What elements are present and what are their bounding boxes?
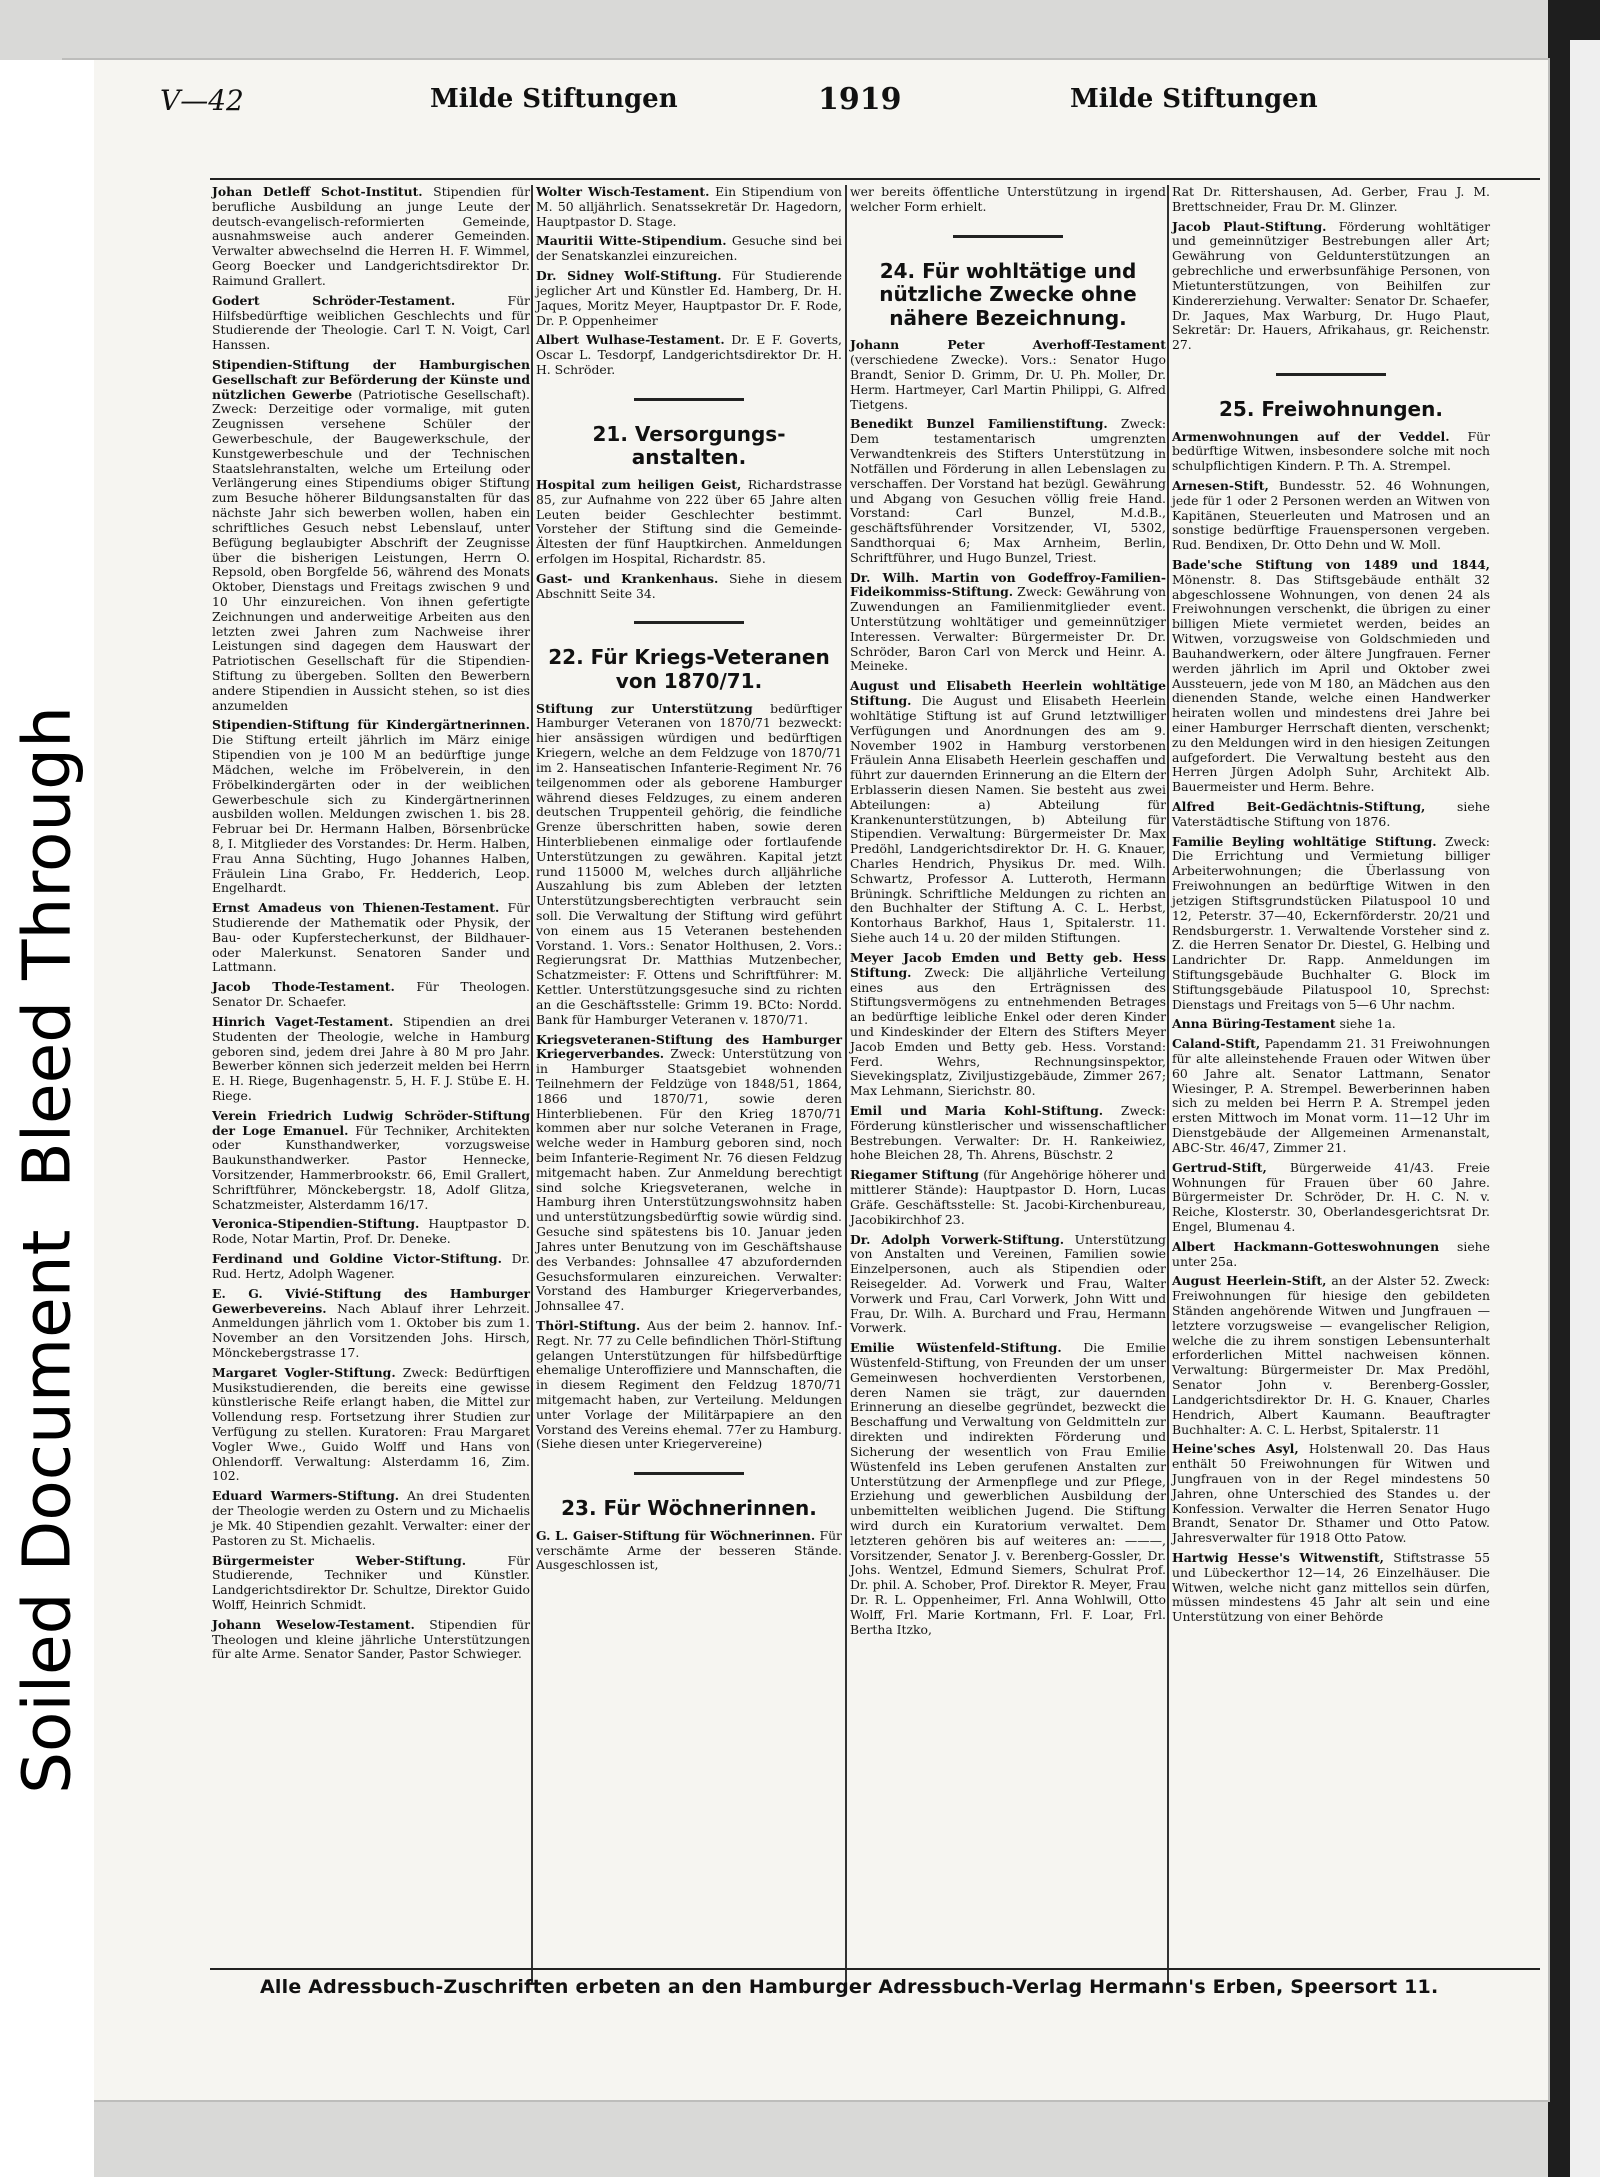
entry-name: Verein Friedrich Ludwig Schröder-Stiftung der Loge Emanuel.: [212, 1107, 530, 1138]
foundation-entry: [536, 185, 842, 229]
entry-name: Jacob Thode-Testament.: [212, 979, 395, 995]
foundation-entry: [850, 185, 1166, 215]
entry-text: siehe Vaterstädtische Stiftung von 1876.: [1172, 799, 1490, 829]
foundation-entry: [1172, 185, 1490, 215]
entry-name: Dr. Sidney Wolf-Stiftung.: [536, 268, 722, 284]
foundation-entry: [1172, 1274, 1490, 1437]
foundation-entry: [850, 679, 1166, 946]
entry-text: Gesuche sind bei der Senatskanzlei einzureichen.: [536, 233, 842, 264]
foundation-entry: [536, 1319, 842, 1452]
entry-name: August Heerlein-Stift,: [1172, 1273, 1327, 1289]
foundation-entry: [536, 333, 842, 377]
entry-text: Ein Stipendium von M. 50 alljährlich. Senatssekretär Dr. Hagedorn, Hauptpastor D. Stage.: [536, 184, 843, 229]
section-heading: 25. Freiwohnungen.: [1219, 396, 1443, 421]
entry-text: Für verschämte Arme der besseren Stände. Ausgeschlossen ist,: [536, 1527, 842, 1573]
foundation-entry: [536, 478, 842, 567]
entry-text: (verschiedene Zwecke). Vors.: Senator Hugo Brandt, Senior D. Grimm, Dr. U. Ph. Moller, Dr. Herm. Hartmeyer, Carl Martin Philippi, G. Alfred Tietgens.: [850, 352, 1166, 412]
entry-text: Die Emilie Wüstenfeld-Stiftung, von Freunden der um unser Gemeinwesen hochverdienten Verstorbenen, deren Namen sie trägt, zur dauernden Erinnerung an dieselbe gegründet, bezweckt die Beschaffung und Verwaltung von Geldmitteln zur direkten und indirekten Förderung und Sicherung der wesentlich von Frau Emilie Wüstenfeld ins Leben gerufenen Anstalten zur Unterstützung der Armenpflege und zur Pflege, Erziehung und gewerblichen Ausbildung der unbemittelten weiblichen Jugend. Die Stiftung wird durch ein Kuratorium verwaltet. Dem letzteren gehören bis auf weiteres an: ———, Vorsitzender, Senator J. v. Berenberg-Gossler, Dr. Johs. Wentzel, Edmund Siemers, Schulrat Prof. Dr. phil. A. Schober, Prof. Direktor R. Meyer, Frau Dr. R. L. Oppenheimer, Frl. Anna Wohlwill, Otto Wolff, Frl. Marie Kortmann, Frl. F. Loar, Frl. Bertha Itzko,: [850, 1340, 1166, 1637]
entry-text: Förderung wohltätiger und gemeinnütziger Bestrebungen aller Art; Gewährung von Geldunterstützungen an gebrechliche und erwerbsunfähige Personen, von Mietunterstützungen, von Beihilfen zur Kindererziehung. Verwalter: Senator Dr. Schaefer, Dr. Jaques, Max Warburg, Dr. Hugo Plaut, Sekretär: Dr. Hauers, Afrikahaus, gr. Reichenstr. 27.: [1172, 218, 1490, 353]
section-rule: [1276, 373, 1386, 376]
entry-text: bedürftiger Hamburger Veteranen von 1870/71 bezweckt: hier ansässigen würdigen und bedürftigen Kriegern, welche an dem Feldzuge von 1870/71 im 2. Hanseatischen Infanterie-Regiment Nr. 76 teilgenommen oder als geborene Hamburger während dieses Feldzuges, zu einem anderen deutschen Truppenteil gehörig, die feindliche Grenze überschritten haben, sowie deren Hinterbliebenen einmalige oder fortlaufende Unterstützungen zu gewähren. Kapital jetzt rund 115000 M, welches durch alljährliche Auszahlung bis zum Ableben der letzten Unterstützungsberechtigten verbraucht sein soll. Die Verwaltung der Stiftung wird geführt von einem aus 15 Veteranen bestehenden Vorstand. 1. Vors.: Senator Holthusen, 2. Vors.: Regierungsrat Dr. Matthias Mutzenbecher, Schatzmeister: F. Ottens und Schriftführer: M. Kettler. Unterstützungsgesuche sind zu richten an die Geschäftsstelle: Grimm 19. BCto: Nordd. Bank für Hamburger Veteranen v. 1870/71.: [536, 700, 842, 1027]
foundation-entry: [1172, 1037, 1490, 1156]
entry-name: Gertrud-Stift,: [1172, 1159, 1267, 1175]
entry-name: Hartwig Hesse's Witwenstift,: [1172, 1550, 1384, 1566]
entry-text: Zweck: Die Errichtung und Vermietung billiger Arbeiterwohnungen; die Überlassung von Freiwohnungen an bedürftige Witwen in den jetzigen Stiftsgrundstücken Pilatuspool 10 und 12, Peterstr. 37—40, Eckernförderstr. 20/21 und Rendsburgerstr. 1. Verwaltende Vorsteher sind z. Z. die Herren Senator Dr. Diestel, G. Helbing und Landrichter Dr. Rapp. Anmeldungen im Stiftungsgebäude Buchhalter G. Block im Stiftungsgebäude Pilatuspool 10, Sprechst: Dienstags und Freitags von 5—6 Uhr nachm.: [1172, 833, 1490, 1012]
entry-text: an der Alster 52. Zweck: Freiwohnungen für hiesige den gebildeten Ständen angehörende Witwen und Jungfrauen — letztere vorzugsweise — evangelischer Religion, welche die zu ihrem sonstigen Lebensunterhalt erforderlichen Mittel nachweisen können. Verwaltung: Bürgermeister Dr. Max Predöhl, Senator John v. Berenberg-Gossler, Landgerichtsdirektor Dr. H. G. Knauer, Charles Hendrich, Albert Kaumann. Beauftragter Buchhalter: A. C. L. Herbst, Spitalerstr. 11: [1172, 1273, 1490, 1437]
entry-name: Anna Büring-Testament: [1172, 1016, 1336, 1032]
entry-text: Holstenwall 20. Das Haus enthält 50 Freiwohnungen für Witwen und Jungfrauen von in der Regel mindestens 50 Jahren, ohne Unterschied des Standes u. der Konfession. Verwalter die Herren Senator Hugo Brandt, Senator Dr. Sthamer und Otto Patow. Jahresverwalter für 1918 Otto Patow.: [1172, 1441, 1490, 1546]
entry-text: Für Techniker, Architekten oder Kunsthandwerker, vorzugsweise Baukunsthandwerker. Pastor Hennecke, Vorsitzender, Hammerbrookstr. 66, Emil Grallert, Schriftführer, Mönckebergstr. 18, Adolf Glitza, Schatzmeister, Alsterdamm 16/17.: [212, 1122, 530, 1212]
foundation-entry: [212, 901, 530, 975]
foundation-entry: [536, 572, 842, 602]
text-column-4: [1172, 185, 1490, 1630]
foundation-entry: [212, 1109, 530, 1213]
foundation-entry: [212, 185, 530, 289]
entry-text: (für Angehörige höherer und mittlerer Stände): Hauptpastor D. Horn, Lucas Gräfe. Geschäftsstelle: St. Jacobi-Kirchenbureau, Jacobikirchhof 23.: [850, 1167, 1166, 1227]
running-year: 1919: [818, 82, 902, 117]
entry-name: Ernst Amadeus von Thienen-Testament.: [212, 900, 500, 916]
entry-name: Heine'sches Asyl,: [1172, 1441, 1299, 1457]
entry-name: Gast- und Krankenhaus.: [536, 570, 719, 586]
text-column-2: [536, 185, 842, 1578]
entry-name: Kriegsveteranen-Stiftung des Hamburger Kriegerverbandes.: [536, 1031, 842, 1062]
section-rule: [634, 1472, 744, 1475]
section-heading: 21. Versorgungs-anstalten.: [592, 421, 786, 470]
foundation-entry: [212, 980, 530, 1010]
entry-name: Benedikt Bunzel Familienstiftung.: [850, 416, 1108, 432]
entry-text: Stipendien für berufliche Ausbildung an junge Leute der deutsch-evangelisch-reformierten Gemeinde, ausnahmsweise auch anderer Gemeinden. Verwalter abwechselnd die Herren H. F. Wimmel, Georg Boecker und Landgerichtsdirektor Dr. Raimund Grallert.: [212, 184, 531, 288]
entry-text: Bürgerweide 41/43. Freie Wohnungen für Frauen über 60 Jahre. Bürgermeister Dr. Schröder, Dr. H. C. N. v. Reiche, Klosterstr. 30, Oberlandesgerichtsrat Dr. Engel, Blumenau 4.: [1172, 1159, 1490, 1234]
foundation-entry: [850, 571, 1166, 675]
entry-text: Die August und Elisabeth Heerlein wohltätige Stiftung ist auf Grund letztwilliger Verfügungen und Anordnungen des am 9. November 1902 in Hamburg verstorbenen Fräulein Anna Elisabeth Heerlein geschaffen und führt zur dauernden Erinnerung an die Eltern der Erblasserin diesen Namen. Sie besteht aus zwei Abteilungen: a) Abteilung für Krankenunterstützungen, b) Abteilung für Stipendien. Verwaltung: Bürgermeister Dr. Max Predöhl, Landgerichtsdirektor Dr. H. G. Knauer, Charles Hendrich, Physikus Dr. med. Wilh. Schwartz, Professor A. Lutteroth, Hermann Brüningk. Schriftliche Meldungen zu richten an den Buchhalter der Stiftung A. C. L. Herbst, Kontorhaus Barkhof, Haus 1, Spitalerstr. 11. Siehe auch 14 u. 20 der milden Stiftungen.: [850, 693, 1166, 946]
entry-text: Zweck: Die alljährliche Verteilung eines aus den Erträgnissen des Stiftungsvermögens zu entnehmenden Betrages an bedürftige leibliche Enkel oder deren Kinder und Kindeskinder der Eltern des Stifters Meyer Jacob Emden und Betty geb. Hess. Vorstand: Ferd. Wehrs, Rechnungsinspektor, Sievekingsplatz, Ziviljustizgebäude, Zimmer 267; Max Lehmann, Sierichstr. 80.: [850, 964, 1166, 1099]
entry-text: Dr. E F. Goverts, Oscar L. Tesdorpf, Landgerichtsdirektor Dr. H. H. Schröder.: [536, 332, 842, 377]
entry-name: Johan Detleff Schot-Institut.: [212, 184, 423, 199]
entry-text: Hauptpastor D. Rode, Notar Martin, Prof. Dr. Deneke.: [212, 1216, 530, 1247]
entry-name: Johann Peter Averhoff-Testament: [850, 337, 1166, 353]
section-rule: [634, 398, 744, 401]
stamp-word-2: Bleed Through: [8, 706, 86, 1188]
foundation-entry: [212, 294, 530, 353]
entry-text: Stiftstrasse 55 und Lübeckerthor 12—14, 26 Einzelhäuser. Die Witwen, welche nicht ganz mittellos sein dürfen, müssen mindestens 45 Jahr alt sein und eine Unterstützung von einer Behörde: [1172, 1550, 1490, 1625]
entry-name: Ferdinand und Goldine Victor-Stiftung.: [212, 1251, 502, 1267]
footer-rule: [210, 1968, 1540, 1970]
running-title-left: Milde Stiftungen: [430, 84, 678, 114]
header-rule: [210, 178, 1540, 180]
entry-name: Thörl-Stiftung.: [536, 1317, 641, 1333]
foundation-entry: [850, 1168, 1166, 1227]
entry-text: Zweck: Unterstützung von in Hamburger Staatsgebiet wohnenden Teilnehmern der Feldzüge von 1848/51, 1864, 1866 und 1870/71, sowie deren Hinterbliebenen. Für den Krieg 1870/71 kommen aber nur solche Veteranen in Frage, welche weder in Hamburg geboren sind, noch beim Infanterie-Regiment Nr. 76 diesen Feldzug mitgemacht haben. Zur Anmeldung berechtigt sind solche Kriegsveteranen, welche in Hamburg ihren Unterstützungswohnsitz haben und unterstützungsbedürftig sowie würdig sind. Gesuche sind spätestens bis 10. Januar jeden Jahres unter Benutzung von im Geschäftshause des Verbandes: Johnsallee 47 abzufordernden Gesuchsformularen einzureichen. Verwalter: Vorstand des Hamburger Kriegerverbandes, Johnsallee 47.: [536, 1046, 842, 1314]
entry-name: Dr. Adolph Vorwerk-Stiftung.: [850, 1231, 1065, 1247]
entry-name: Mauritii Witte-Stipendium.: [536, 233, 727, 249]
entry-name: G. L. Gaiser-Stiftung für Wöchnerinnen.: [536, 1527, 816, 1543]
entry-name: Arnesen-Stift,: [1172, 477, 1269, 493]
section-rule: [634, 621, 744, 624]
stamp-word-1: Soiled Document: [8, 1229, 86, 1794]
column-divider: [845, 185, 847, 1985]
entry-name: Johann Weselow-Testament.: [212, 1616, 415, 1632]
entry-name: Armenwohnungen auf der Veddel.: [1172, 428, 1450, 444]
entry-text: Zweck: Dem testamentarisch umgrenzten Verwandtenkreis des Stifters Unterstützung in Notfällen und Förderung in allen Lebenslagen zu verschaffen. Der Vorstand hat bezügl. Gewährung und Abgang von Gesuchen völlig freie Hand. Vorstand: Carl Bunzel, M.d.B., geschäftsführender Vorsitzender, VI, 5302, Sandthorquai 6; Max Arnheim, Berlin, Schriftführer, und Hugo Bunzel, Triest.: [850, 416, 1166, 565]
foundation-entry: [212, 1015, 530, 1104]
entry-text: Mönenstr. 8. Das Stiftsgebäude enthält 32 abgeschlossene Wohnungen, von denen 24 als Freiwohnungen verschenkt, die übrigen zu einer billigen Miete vermietet werden, beides an Witwen, vorzugsweise von Goldschmieden und Bauhandwerkern, oder ältere Jungfrauen. Ferner werden jährlich im April und Oktober zwei Aussteuern, jede von M 180, an Mädchen aus den dienenden Stande, welche einen Handwerker heiraten wollen und mindestens drei Jahre bei einer Hamburger Herrschaft dienten, verschenkt; zu den Meldungen wird in den hiesigen Zeitungen aufgefordert. Die Verwaltung besteht aus den Herren Jürgen Adolph Suhr, Architekt Alb. Bauermeister und Herm. Behre.: [1172, 571, 1490, 795]
entry-text: Zweck: Förderung künstlerischer und wissenschaftlicher Bestrebungen. Verwalter: Dr. H. Rankeiwiez, hohe Bleichen 28, Th. Ahrens, Büschstr. 2: [850, 1103, 1166, 1163]
foundation-entry: [212, 358, 530, 714]
foundation-entry: [1172, 1161, 1490, 1235]
foundation-entry: [536, 269, 842, 328]
entry-text: Für bedürftige Witwen, insbesondere solche mit noch schulpflichtigen Kindern. P. Th. A. Strempel.: [1172, 428, 1490, 474]
foundation-entry: [1172, 1017, 1490, 1032]
entry-text: Dr. Rud. Hertz, Adolph Wagener.: [212, 1251, 530, 1281]
foundation-entry: [212, 1366, 530, 1485]
entry-text: Für Studierende jeglicher Art und Künstler Ed. Hamberg, Dr. H. Jaques, Moritz Meyer, Hauptpastor Dr. F. Rode, Dr. P. Oppenheimer: [536, 268, 842, 328]
entry-text: Für Studierende der Mathematik oder Physik, der Bau- oder Kupferstecherkunst, der Bildhauer- oder Malerkunst. Senatoren Sander und Lattmann.: [212, 900, 530, 975]
entry-name: Albert Hackmann-Gotteswohnungen: [1172, 1238, 1440, 1254]
foundation-entry: [1172, 220, 1490, 353]
page-number: V—42: [160, 84, 244, 117]
text-column-3: [850, 185, 1166, 1642]
entry-name: August und Elisabeth Heerlein wohltätige Stiftung.: [850, 678, 1166, 709]
entry-text: Für Theologen. Senator Dr. Schaefer.: [212, 979, 530, 1010]
entry-text: Stipendien an drei Studenten der Theologie, welche in Hamburg geboren sind, jedem drei Jahre à 80 M pro Jahr. Bewerber können sich jederzeit melden bei Herrn E. H. Riege, Bugenhagenstr. 5, H. F. J. Stübe E. H. Riege.: [212, 1013, 530, 1103]
foundation-entry: [850, 417, 1166, 565]
entry-name: Bade'sche Stiftung von 1489 und 1844,: [1172, 557, 1490, 573]
foundation-entry: [212, 1217, 530, 1247]
foundation-entry: [1172, 1442, 1490, 1546]
next-page-strip: [1570, 40, 1600, 2177]
entry-name: Stiftung zur Unterstützung: [536, 700, 753, 716]
entry-name: Jacob Plaut-Stiftung.: [1172, 218, 1327, 234]
entry-name: Stipendien-Stiftung für Kindergärtnerinnen.: [212, 717, 530, 733]
entry-name: Emilie Wüstenfeld-Stiftung.: [850, 1340, 1062, 1356]
foundation-entry: [850, 1341, 1166, 1637]
entry-text: Für Studierende, Techniker und Künstler. Landgerichtsdirektor Dr. Schultze, Direktor Guido Wolff, Heinrich Schmidt.: [212, 1552, 530, 1612]
foundation-entry: [212, 1618, 530, 1662]
condition-stamp: [0, 60, 94, 2177]
entry-name: Caland-Stift,: [1172, 1036, 1261, 1052]
foundation-entry: [1172, 558, 1490, 795]
section-rule: [953, 235, 1063, 238]
foundation-entry: [536, 1529, 842, 1573]
column-divider: [1167, 185, 1169, 1985]
foundation-entry: [1172, 800, 1490, 830]
entry-name: Alfred Beit-Gedächtnis-Stiftung,: [1172, 799, 1426, 815]
foundation-entry: [1172, 835, 1490, 1013]
foundation-entry: [212, 1554, 530, 1613]
section-heading: 24. Für wohltätige und nützliche Zwecke ohne nähere Bezeichnung.: [879, 258, 1137, 330]
foundation-entry: [536, 1033, 842, 1314]
entry-text: (Patriotische Gesellschaft). Zweck: Derzeitige oder vormalige, mit guten Zeugnissen versehene Schüler der Gewerbeschule, der Baugewerkschule, der Kunstgewerbeschule und der Technischen Staatslehranstalten, welche um Erteilung oder Verlängerung eines Stipendiums obiger Stiftung zum Besuche höherer Bildungsanstalten für das nächste Jahr sich bewerben wollen, haben ein schriftliches Gesuch nebst Lebenslauf, unter Befügung beglaubigter Abschrift der Zeugnisse über die bisherigen Leistungen, Herrn O. Repsold, oben Borgfelde 56, während des Monats Oktober, Dienstags und Freitags zwischen 9 und 10 Uhr einzureichen. Von ihnen gefertigte Zeichnungen und anderweitige Arbeiten aus den letzten zwei Jahren zum Nachweise ihrer Leistungen sind dagegen dem Hauswart der Patriotischen Gesellschaft für die Stipendien-Stiftung zu übergeben. Sollten den Bewerbern andere Stipendien in Aussicht stehen, so ist dies anzumelden: [212, 386, 530, 713]
running-title-right: Milde Stiftungen: [1070, 84, 1318, 114]
foundation-entry: [536, 234, 842, 264]
entry-name: Familie Beyling wohltätige Stiftung.: [1172, 833, 1437, 849]
entry-text: Unterstützung von Anstalten und Vereinen, Familien sowie Einzelpersonen, auch als Stipendien oder Reisegelder. Ad. Vorwerk und Frau, Walter Vorwerk und Frau, Carl Vorwerk, John Witt und Frau, Dr. Wilh. A. Burchard und Frau, Hermann Vorwerk.: [850, 1231, 1166, 1336]
foundation-entry: [212, 1489, 530, 1548]
entry-text: Aus der beim 2. hannov. Inf.-Regt. Nr. 77 zu Celle befindlichen Thörl-Stiftung gelangen Unterstützungen für hilfsbedürftige ehemalige Unteroffiziere und Mannschaften, die in diesem Regiment den Feldzug 1870/71 mitgemacht haben, zur Verteilung. Meldungen unter Vorlage der Militärpapiere an den Vorstand des Vereins ehemal. 77er zu Hamburg. (Siehe diesen unter Kriegervereine): [536, 1317, 842, 1452]
foundation-entry: [1172, 1240, 1490, 1270]
entry-name: Meyer Jacob Emden und Betty geb. Hess Stiftung.: [850, 949, 1166, 980]
entry-name: Veronica-Stipendien-Stiftung.: [212, 1216, 420, 1232]
foundation-entry: [1172, 479, 1490, 553]
entry-text: Zweck: Bedürftigen Musikstudierenden, die bereits eine gewisse künstlerische Reife erlangt haben, die Mittel zur Vollendung resp. Fortsetzung ihrer Studien zur Verfügung zu stellen. Kuratoren: Frau Margaret Vogler Wwe., Guido Wolff und Hans von Ohlendorff. Verwaltung: Alsterdamm 16, Zim. 102.: [212, 1364, 530, 1484]
entry-text: Zweck: Gewährung von Zuwendungen an Familienmitglieder event. Unterstützung wohltätiger und gemeinnütziger Interessen. Verwalter: Bürgermeister Dr. Dr. Schröder, Baron Carl von Merck und Heinr. A. Meineke.: [850, 584, 1166, 674]
entry-name: Eduard Warmers-Stiftung.: [212, 1488, 400, 1504]
entry-text: An drei Studenten der Theologie werden zu Ostern und zu Michaelis je Mk. 40 Stipendien gezahlt. Verwalter: einer der Pastoren zu St. Michaelis.: [212, 1488, 530, 1548]
section-heading: 23. Für Wöchnerinnen.: [561, 1496, 817, 1521]
entry-name: Hinrich Vaget-Testament.: [212, 1013, 394, 1029]
foundation-entry: [212, 718, 530, 896]
entry-text: Papendamm 21. 31 Freiwohnungen für alte alleinstehende Frauen oder Witwen über 60 Jahre alt. Senator Lattmann, Senator Wiesinger, P. A. Strempel. Bewerberinnen haben sich zu melden bei Herrn P. A. Strempel jeden ersten Mittwoch im Monat vorm. 11—12 Uhr im Dienstgebäude der Allgemeinen Armenanstalt, ABC-Str. 46/47, Zimmer 21.: [1172, 1036, 1490, 1155]
entry-name: Bürgermeister Weber-Stiftung.: [212, 1552, 467, 1568]
entry-name: Margaret Vogler-Stiftung.: [212, 1364, 396, 1380]
entry-name: Albert Wulhase-Testament.: [536, 332, 725, 348]
entry-name: Dr. Wilh. Martin von Godeffroy-Familien-Fideikommiss-Stiftung.: [850, 569, 1166, 600]
foundation-entry: [536, 702, 842, 1028]
entry-text: Stipendien für Theologen und kleine jährliche Unterstützungen für alte Arme. Senator Sander, Pastor Schwieger.: [212, 1616, 530, 1662]
entry-name: Hospital zum heiligen Geist,: [536, 476, 742, 492]
foundation-entry: [850, 1233, 1166, 1337]
section-heading: 22. Für Kriegs-Veteranen von 1870/71.: [548, 645, 830, 694]
entry-text: Siehe in diesem Abschnitt Seite 34.: [536, 570, 842, 601]
entry-text: wer bereits öffentliche Unterstützung in irgend welcher Form erhielt.: [850, 184, 1166, 214]
entry-text: Die Stiftung erteilt jährlich im März einige Stipendien von je 100 M an bedürftige junge Mädchen, welche im Fröbelverein, in den Fröbelkindergärten oder in der weiblichen Gewerbeschule sich zu Kindergärtnerinnen ausbilden wollen. Meldungen zwischen 1. bis 28. Februar bei Dr. Hermann Halben, Börsenbrücke 8, I. Mitglieder des Vorstandes: Dr. Herm. Halben, Frau Anna Süchting, Hugo Johannes Halben, Fräulein Lina Grabo, Fr. Hedderich, Leop. Engelhardt.: [212, 732, 530, 896]
entry-name: Wolter Wisch-Testament.: [536, 184, 710, 199]
entry-name: Riegamer Stiftung: [850, 1167, 979, 1183]
text-column-1: [212, 185, 530, 1667]
foundation-entry: [850, 1104, 1166, 1163]
entry-text: siehe unter 25a.: [1172, 1238, 1490, 1269]
entry-text: Für Hilfsbedürftige weiblichen Geschlechts und für Studierende der Theologie. Carl T. N. Voigt, Carl Hanssen.: [212, 292, 530, 353]
foundation-entry: [1172, 1551, 1490, 1625]
entry-text: Richardstrasse 85, zur Aufnahme von 222 über 65 Jahre alten Leuten beider Geschlechter bestimmt. Vorsteher der Stiftung sind die Gemeinde-Ältesten der fünf Hauptkirchen. Anmeldungen erfolgen im Hospital, Richardstr. 85.: [536, 476, 842, 566]
foundation-entry: [850, 951, 1166, 1099]
stamp-label: [9, 706, 86, 1794]
entry-name: Stipendien-Stiftung der Hamburgischen Gesellschaft zur Beförderung der Künste und nützlichen Gewerbe: [212, 356, 530, 402]
entry-text: siehe 1a.: [1339, 1016, 1396, 1032]
entry-name: E. G. Vivié-Stiftung des Hamburger Gewerbevereins.: [212, 1285, 530, 1316]
entry-text: Rat Dr. Rittershausen, Ad. Gerber, Frau J. M. Brettschneider, Frau Dr. M. Glinzer.: [1172, 184, 1490, 214]
publisher-footer: Alle Adressbuch-Zuschriften erbeten an den Hamburger Adressbuch-Verlag Hermann's Erben, Speersort 11.: [260, 1976, 1439, 1998]
column-divider: [531, 185, 533, 1985]
entry-text: Nach Ablauf ihrer Lehrzeit. Anmeldungen jährlich vom 1. Oktober bis zum 1. November an den Vorsitzenden Johs. Hirsch, Mönckebergstrasse 17.: [212, 1300, 530, 1360]
foundation-entry: [212, 1287, 530, 1361]
foundation-entry: [850, 338, 1166, 412]
entry-text: Bundesstr. 52. 46 Wohnungen, jede für 1 oder 2 Personen werden an Witwen von Kapitänen, Steuerleuten und Matrosen und an sonstige bedürftige Frauenspersonen vergeben. Rud. Bendixen, Dr. Otto Dehn und W. Moll.: [1172, 477, 1490, 553]
entry-name: Godert Schröder-Testament.: [212, 292, 456, 308]
foundation-entry: [1172, 430, 1490, 474]
foundation-entry: [212, 1252, 530, 1282]
entry-name: Emil und Maria Kohl-Stiftung.: [850, 1103, 1104, 1119]
